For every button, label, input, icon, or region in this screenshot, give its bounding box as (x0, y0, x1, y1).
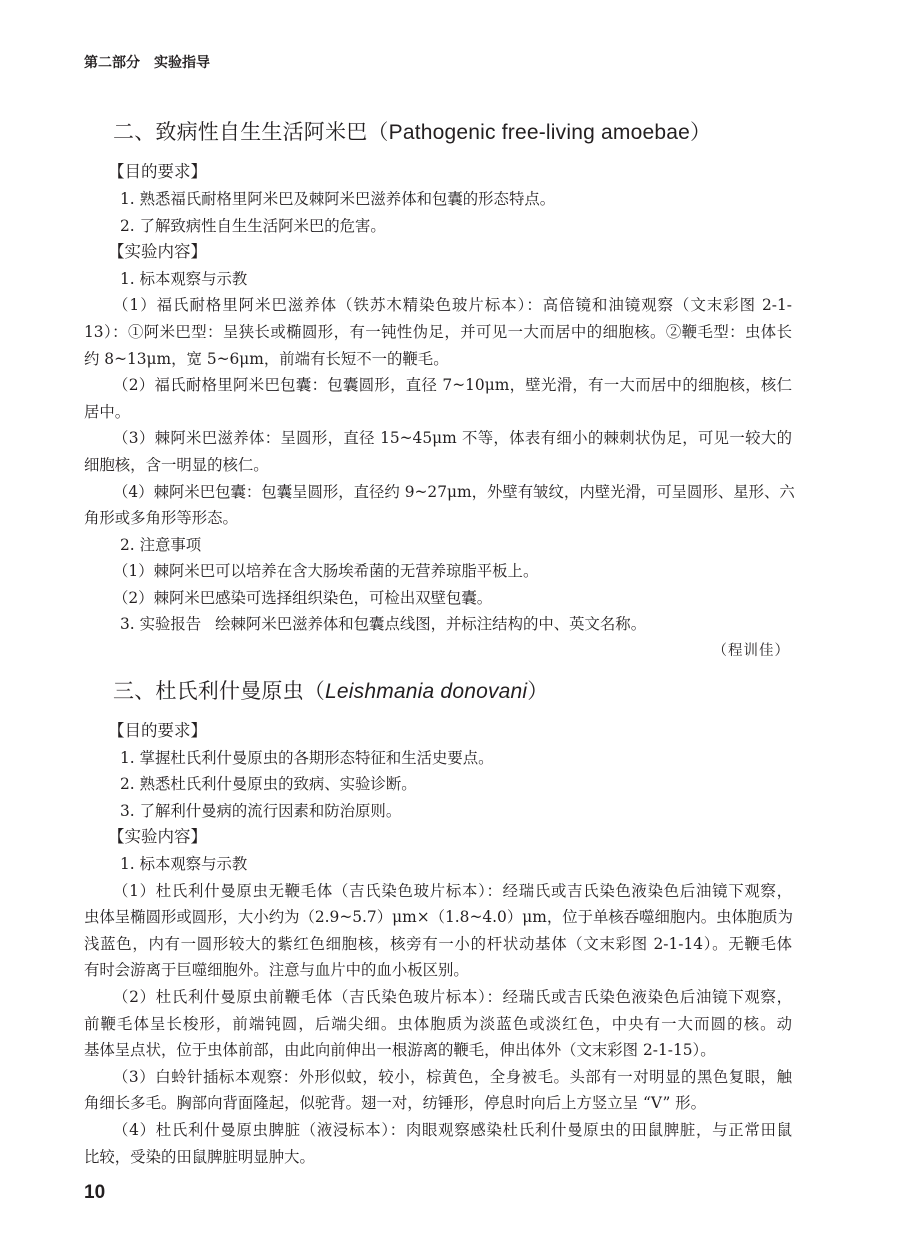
paragraph-line: 浅蓝色，内有一圆形较大的紫红色细胞核，核旁有一小的杆状动基体（文末彩图 2-1-14）。无鞭毛体 (84, 934, 792, 953)
paragraph-line: （2）福氏耐格里阿米巴包囊：包囊圆形，直径 7~10μm，壁光滑，有一大而居中的细胞核，核仁 (113, 376, 792, 395)
objective-item: 1. 熟悉福氏耐格里阿米巴及棘阿米巴滋养体和包囊的形态特点。 (120, 189, 556, 208)
page-number: 10 (84, 1182, 106, 1203)
objective-item: 1. 掌握杜氏利什曼原虫的各期形态特征和生活史要点。 (120, 748, 494, 767)
paragraph-line: 居中。 (84, 402, 131, 421)
section-title-latin: Leishmania donovani (325, 679, 528, 703)
paragraph-line: 约 8~13μm，宽 5~6μm，前端有长短不一的鞭毛。 (84, 349, 449, 368)
subsection-heading: 1. 标本观察与示教 (120, 269, 248, 288)
paragraph-line: （3）白蛉针插标本观察：外形似蚊，较小，棕黄色，全身被毛。头部有一对明显的黑色复眼，触 (113, 1067, 792, 1086)
paragraph-line: （3）棘阿米巴滋养体：呈圆形，直径 15~45μm 不等，体表有细小的棘刺状伪足，可见一较大的 (113, 429, 792, 448)
paragraph-line: 虫体呈椭圆形或圆形，大小约为（2.9~5.7）μm×（1.8~4.0）μm，位于单核吞噬细胞内。虫体胞质为 (84, 908, 794, 927)
paragraph-line: 细胞核，含一明显的核仁。 (84, 455, 269, 474)
paragraph (84, 292, 792, 372)
subsection-heading: 1. 标本观察与示教 (120, 855, 248, 874)
content-heading: 【实验内容】 (108, 828, 207, 847)
paragraph-line: 有时会游离于巨噬细胞外。注意与血片中的血小板区别。 (84, 961, 469, 980)
paragraph-line: （1）棘阿米巴可以培养在含大肠埃希菌的无营养琼脂平板上。 (113, 562, 539, 581)
paragraph-line: （4）杜氏利什曼原虫脾脏（液浸标本）：肉眼观察感染杜氏利什曼原虫的田鼠脾脏，与正常田鼠 (113, 1120, 792, 1139)
paragraph-line: （1）福氏耐格里阿米巴滋养体（铁苏木精染色玻片标本）：高倍镜和油镜观察（文末彩图 2-1- (113, 296, 792, 315)
objectives-heading: 【目的要求】 (108, 163, 207, 182)
lab-report-text: 绘棘阿米巴滋养体和包囊点线图，并标注结构的中、英文名称。 (215, 615, 647, 634)
paragraph-line: 角形或多角形等形态。 (84, 509, 238, 528)
objectives-heading: 【目的要求】 (108, 722, 207, 741)
section-title-prefix: 三、杜氏利什曼原虫（ (113, 679, 325, 703)
paragraph (84, 425, 792, 478)
paragraph-line: （2）棘阿米巴感染可选择组织染色，可检出双壁包囊。 (113, 588, 493, 607)
paragraph-line: （1）杜氏利什曼原虫无鞭毛体（吉氏染色玻片标本）：经瑞氏或吉氏染色液染色后油镜下观察， (113, 881, 792, 900)
section-title-suffix: ） (689, 121, 712, 144)
section-title-latin: Pathogenic free-living amoebae (388, 121, 690, 144)
author-credit: （程训佳） (712, 643, 790, 660)
subsection-heading: 3. 实验报告 (120, 615, 202, 634)
paragraph-line: 比较，受染的田鼠脾脏明显肿大。 (84, 1147, 315, 1166)
objective-item: 2. 熟悉杜氏利什曼原虫的致病、实验诊断。 (120, 775, 417, 794)
paragraph-line: 基体呈点状，位于虫体前部，由此向前伸出一根游离的鞭毛，伸出体外（文末彩图 2-1-15）。 (84, 1041, 716, 1060)
paragraph-line: （2）杜氏利什曼原虫前鞭毛体（吉氏染色玻片标本）：经瑞氏或吉氏染色液染色后油镜下观察， (113, 988, 792, 1006)
running-header: 第二部分 实验指导 (84, 54, 210, 70)
paragraph (84, 1117, 792, 1170)
paragraph-line: 13）：①阿米巴型：呈狭长或椭圆形，有一钝性伪足，并可见一大而居中的细胞核。②鞭毛型：虫体长 (84, 322, 792, 341)
paragraph-line: （4）棘阿米巴包囊：包囊呈圆形，直径约 9~27μm，外壁有皱纹，内壁光滑，可呈圆形、星形、六 (113, 482, 795, 501)
paragraph (84, 984, 792, 1064)
section-title-prefix: 二、致病性自生生活阿米巴（ (113, 121, 389, 144)
section-title-suffix: ） (527, 679, 549, 703)
subsection-heading: 2. 注意事项 (120, 535, 202, 554)
section-title (84, 665, 792, 718)
section-leishmania-donovani (84, 665, 792, 1170)
paragraph (84, 1064, 792, 1117)
objective-item: 3. 了解利什曼病的流行因素和防治原则。 (120, 801, 402, 820)
paragraph-line: 角细长多毛。胸部向背面隆起，似驼背。翅一对，纺锤形，停息时向后上方竖立呈 “V” 形。 (84, 1094, 707, 1113)
paragraph (84, 479, 795, 532)
objective-item: 2. 了解致病性自生生活阿米巴的危害。 (120, 216, 386, 235)
page-content (84, 106, 795, 1170)
content-heading: 【实验内容】 (108, 243, 207, 262)
section-free-living-amoebae (84, 106, 795, 665)
paragraph (84, 878, 792, 984)
section-title (84, 106, 792, 159)
lab-report-line (84, 611, 792, 638)
paragraph-line: 前鞭毛体呈长梭形，前端钝圆，后端尖细。虫体胞质为淡蓝色或淡红色，中央有一大而圆的核。动 (84, 1014, 792, 1033)
paragraph (84, 372, 792, 425)
